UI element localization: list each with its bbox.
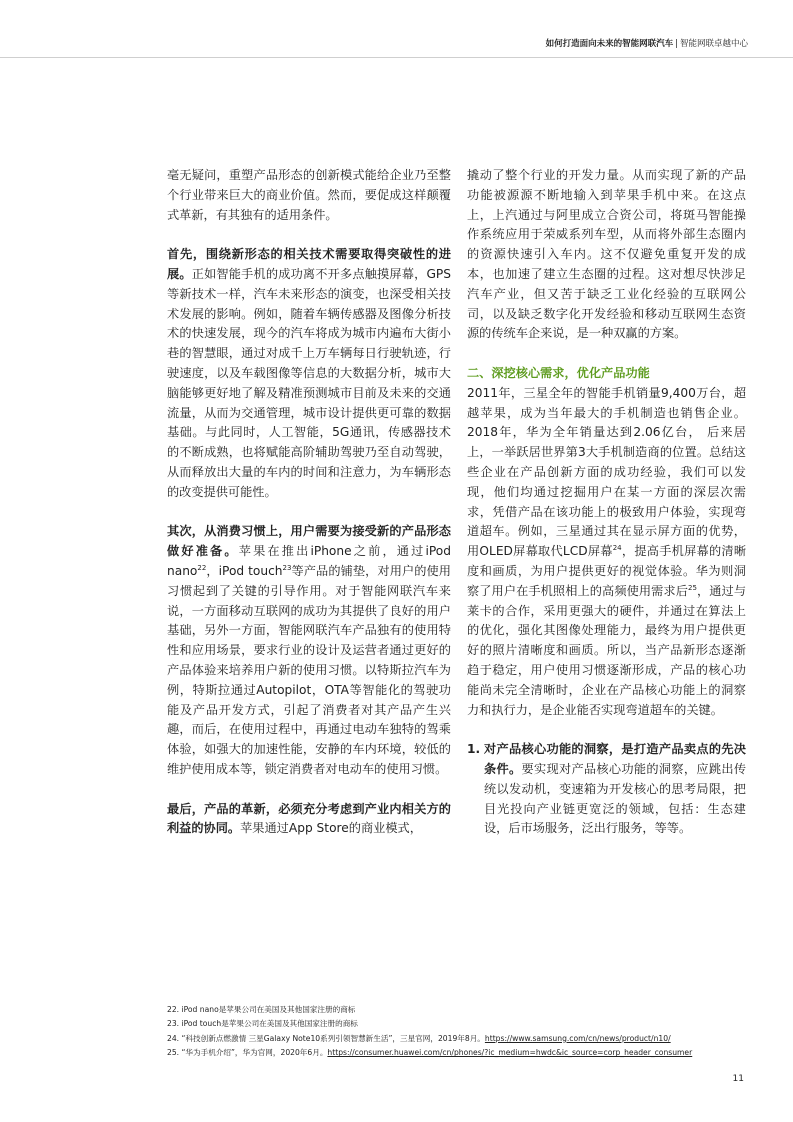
page-number: 11 (732, 1074, 744, 1084)
left-p3-body-c: 等产品的铺垫，对用户的使用习惯起到了关键的引导作用。对于智能网联汽车来说，一方面移动互联网的成功为其提供了良好的用户基础，另外一方面，智能网联汽车产品独有的使用特性和应用场景，要求行业的设计及运营者通过更好的产品体验来培养用户新的使用习惯。以特斯拉汽车为例，特斯拉通过Autopilot，OTA等智能化的驾驶功能及产品开发方式，引起了消费者对其产品产生兴趣，而后，在使用过程中，再通过电动车独特的驾乘体验，如强大的加速性能，安静的车内环境，较低的维护使用成本等，锁定消费者对电动车的使用习惯。 (167, 563, 451, 776)
left-p2-lead: 首先，围绕新形态的相关技术需要取得突破性的进展。 (167, 247, 451, 281)
left-paragraph-2 (167, 245, 451, 502)
left-column (167, 166, 451, 859)
left-p3-lead: 其次，从消费习惯上，用户需要为接受新的产品形态做好准备。 (167, 524, 451, 559)
footnote-25-text: 25. “华为手机介绍”，华为官网，2020年6月。 (167, 1048, 328, 1058)
left-paragraph-4 (167, 800, 451, 840)
item-body: 要实现对产品核心功能的洞察，应跳出传统以发动机，变速箱为开发核心的思考局限，把目光投向产业链更宽泛的领域，包括：生态建设，后市场服务，泛出行服务，等等。 (484, 761, 747, 836)
running-header (546, 37, 748, 49)
right-column (467, 166, 746, 839)
footnote-ref-22[interactable]: 22 (197, 563, 207, 572)
header-separator: | (675, 39, 678, 49)
footnote-24-text: 24. “科技创新点燃激情 三星Galaxy Note10系列引领智慧新生活”，三星官网，2019年8月。 (167, 1033, 485, 1043)
numbered-item-1 (467, 740, 746, 839)
right-paragraph-1: 撬动了整个行业的开发力量。从而实现了新的产品功能被源源不断地输入到苹果手机中来。在这点上，上汽通过与阿里成立合资公司，将斑马智能操作系统应用于荣威系列车型，从而将外部生态圈内的资源快速引入车内。这不仅避免重复开发的成本，也加速了建立生态圈的过程。这对想尽快涉足汽车产业，但又苦于缺乏工业化经验的互联网公司，以及缺乏数字化开发经验和移动互联网生态资源的传统车企来说，是一种双赢的方案。 (467, 168, 746, 341)
header-rule (0, 57, 793, 58)
right-p2-body-c: ，通过与莱卡的合作，采用更强大的硬件，并通过在算法上的优化，强化其图像处理能力，最终为用户提供更好的照片清晰度和画质。所以，当产品新形态逐渐趋于稳定，用户使用习惯逐渐形成，产品的核心功能尚未完全清晰时，企业在产品核心功能上的洞察力和执行力，是企业能否实现弯道超车的关键。 (467, 583, 747, 717)
footnote-ref-24[interactable]: 24 (612, 544, 622, 553)
footnote-24-link[interactable]: https://www.samsung.com/cn/news/product/n10/ (484, 1033, 671, 1043)
item-text (484, 740, 746, 839)
footnotes (167, 1003, 759, 1061)
item-number: 1. (467, 742, 481, 757)
left-p4-body: 苹果通过App Store的商业模式， (240, 821, 422, 836)
footnote-25 (167, 1046, 759, 1060)
section-heading: 二、深挖核心需求，优化产品功能 (467, 365, 650, 380)
left-p3-body-a: 苹果在推出iPhone之前，通过iPod nano (167, 544, 451, 578)
item-lead: 对产品核心功能的洞察，是打造产品卖点的先决条件。 (484, 742, 746, 776)
left-paragraph-3 (167, 522, 451, 779)
left-p4-lead: 最后，产品的革新，必须充分考虑到产业内相关方的利益的协同。 (167, 801, 451, 836)
footnote-23: 23. iPod touch是苹果公司在美国及其他国家注册的商标 (167, 1019, 358, 1029)
right-p2-body-a: 2011年，三星全年的智能手机销量9,400万台，超越苹果，成为当年最大的手机制造也销售企业。2018年，华为全年销量达到2.06亿台， 后来居上，一举跃居世界第3大手机制造商的位置。总结这些企业在产品创新方面的成功经验，我们可以发现，他们均通过挖掘用户在某一方面的深层次需求，凭借产品在该功能上的极致用户体验，实现弯道超车。例如，三星通过其在显示屏方面的优势，用OLED屏幕取代LCD屏幕 (467, 385, 746, 559)
left-p3-body-b: ，iPod touch (206, 563, 283, 578)
left-paragraph-1: 毫无疑问，重塑产品形态的创新模式能给企业乃至整个行业带来巨大的商业价值。然而，要促成这样颠覆式革新，有其独有的适用条件。 (167, 168, 451, 222)
footnote-ref-23[interactable]: 23 (282, 563, 292, 572)
footnote-25-link[interactable]: https://consumer.huawei.com/cn/phones/?ic_medium=hwdc&ic_source=corp_header_consumer (327, 1048, 693, 1058)
right-p2-body-b: ，提高手机屏幕的清晰度和画质，为用户提供更好的视觉体验。华为则洞察了用户在手机照相上的高频使用需求后 (467, 544, 747, 598)
right-paragraph-2 (467, 384, 746, 721)
footnote-22: 22. iPod nano是苹果公司在美国及其他国家注册的商标 (167, 1005, 356, 1014)
header-title: 如何打造面向未来的智能网联汽车 (545, 39, 674, 49)
left-p2-body: 正如智能手机的成功离不开多点触摸屏幕，GPS等新技术一样，汽车未来形态的演变，也深受相关技术发展的影响。例如，随着车辆传感器及图像分析技术的快速发展，现今的汽车将成为城市内遍布大街小巷的智慧眼，通过对成千上万车辆每日行驶轨迹，行驶速度，以及车载图像等信息的大数据分析，城市大脑能够更好地了解及精准预测城市目前及未来的交通流量，从而为交通管理，城市设计提供更可靠的数据基础。与此同时，人工智能，5G通讯，传感器技术的不断成熟，也将赋能高阶辅助驾驶乃至自动驾驶，从而释放出大量的车内的时间和注意力，为车辆形态的改变提供可能性。 (167, 266, 452, 499)
header-center: 智能网联卓越中心 (679, 39, 748, 49)
footnote-ref-25[interactable]: 25 (687, 583, 697, 592)
footnote-24 (167, 1032, 759, 1046)
